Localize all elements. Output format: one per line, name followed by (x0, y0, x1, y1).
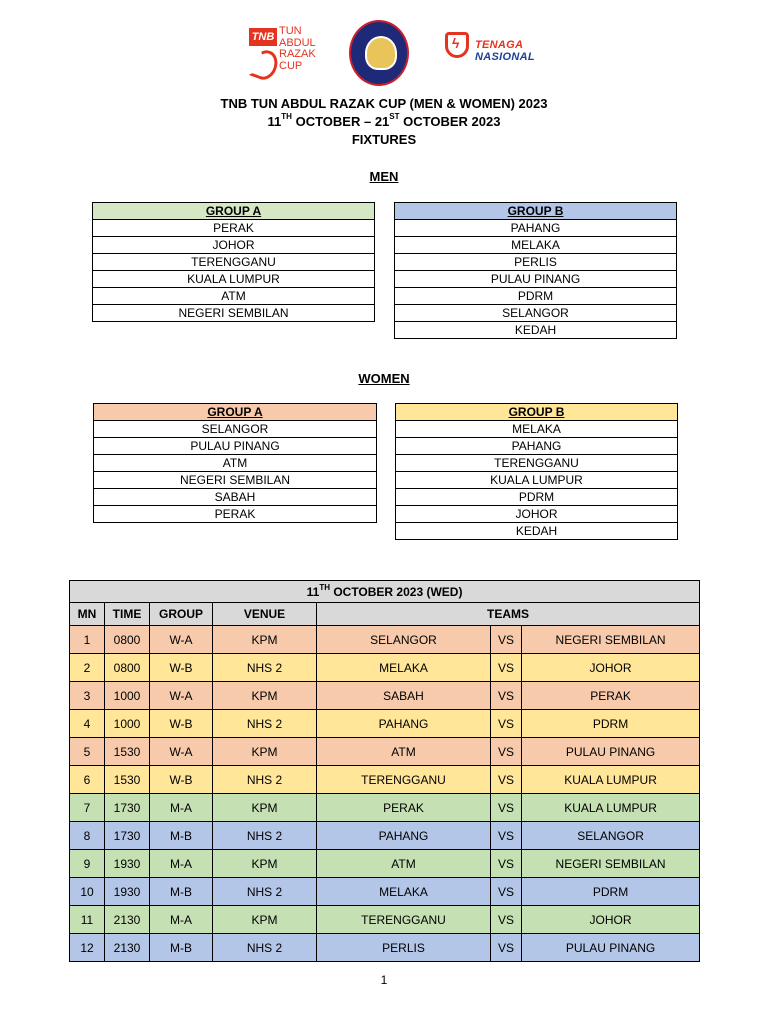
match-time-cell: 2130 (105, 934, 150, 962)
team-cell: NEGERI SEMBILAN (94, 472, 377, 489)
crest-icon (349, 20, 409, 86)
match-vs-cell: VS (491, 710, 522, 738)
team-cell: PAHANG (395, 220, 677, 237)
match-venue-cell: NHS 2 (213, 878, 317, 906)
match-mn-cell: 7 (70, 794, 105, 822)
match-venue-cell: NHS 2 (213, 822, 317, 850)
match-home-cell: PERAK (317, 794, 491, 822)
table-row (70, 626, 700, 654)
women-group-a-table (93, 403, 377, 523)
match-group-cell: W-A (150, 682, 213, 710)
table-row (70, 822, 700, 850)
match-group-cell: M-B (150, 822, 213, 850)
team-cell: ATM (94, 455, 377, 472)
match-time-cell: 1000 (105, 710, 150, 738)
team-cell: TERENGGANU (93, 254, 375, 271)
match-group-cell: M-A (150, 906, 213, 934)
tnb-box: TNB (249, 28, 277, 46)
match-mn-cell: 4 (70, 710, 105, 738)
team-cell: KUALA LUMPUR (396, 472, 678, 489)
women-group-b-table (395, 403, 678, 540)
match-vs-cell: VS (491, 906, 522, 934)
match-time-cell: 0800 (105, 626, 150, 654)
team-cell: KUALA LUMPUR (93, 271, 375, 288)
cup-logo-text: TUN ABDUL RAZAK CUP (279, 25, 316, 72)
match-home-cell: PAHANG (317, 710, 491, 738)
table-row (70, 794, 700, 822)
match-mn-cell: 9 (70, 850, 105, 878)
team-cell: ATM (93, 288, 375, 305)
team-cell: KEDAH (395, 322, 677, 339)
team-cell: KEDAH (396, 523, 678, 540)
match-group-cell: M-A (150, 794, 213, 822)
match-venue-cell: NHS 2 (213, 710, 317, 738)
table-row (70, 766, 700, 794)
page-number: 1 (380, 973, 388, 987)
col-header-mn: MN (70, 603, 105, 626)
women-group-a-header: GROUP A (94, 404, 377, 421)
match-group-cell: M-B (150, 934, 213, 962)
match-group-cell: W-B (150, 654, 213, 682)
team-cell: MELAKA (395, 237, 677, 254)
match-home-cell: PERLIS (317, 934, 491, 962)
match-venue-cell: NHS 2 (213, 766, 317, 794)
match-group-cell: W-B (150, 766, 213, 794)
match-away-cell: PULAU PINANG (522, 738, 700, 766)
match-home-cell: ATM (317, 738, 491, 766)
match-venue-cell: KPM (213, 626, 317, 654)
team-cell: PDRM (396, 489, 678, 506)
match-away-cell: KUALA LUMPUR (522, 794, 700, 822)
match-venue-cell: NHS 2 (213, 934, 317, 962)
match-mn-cell: 6 (70, 766, 105, 794)
bolt-icon: ϟ (452, 35, 460, 51)
men-label: MEN (369, 169, 399, 184)
match-vs-cell: VS (491, 766, 522, 794)
match-venue-cell: KPM (213, 906, 317, 934)
table-row (70, 682, 700, 710)
match-away-cell: JOHOR (522, 906, 700, 934)
col-header-teams: TEAMS (317, 603, 700, 626)
match-time-cell: 0800 (105, 654, 150, 682)
match-home-cell: TERENGGANU (317, 766, 491, 794)
men-group-a-table (92, 202, 375, 322)
team-cell: PERAK (93, 220, 375, 237)
match-away-cell: KUALA LUMPUR (522, 766, 700, 794)
match-away-cell: SELANGOR (522, 822, 700, 850)
match-time-cell: 1530 (105, 766, 150, 794)
match-time-cell: 1530 (105, 738, 150, 766)
men-group-a-header: GROUP A (93, 203, 375, 220)
match-mn-cell: 8 (70, 822, 105, 850)
match-home-cell: SABAH (317, 682, 491, 710)
table-row (70, 710, 700, 738)
match-mn-cell: 12 (70, 934, 105, 962)
table-row (70, 934, 700, 962)
match-vs-cell: VS (491, 626, 522, 654)
tenaga-name: TENAGA NASIONAL (475, 39, 535, 63)
match-home-cell: PAHANG (317, 822, 491, 850)
match-home-cell: TERENGGANU (317, 906, 491, 934)
team-cell: PERLIS (395, 254, 677, 271)
match-venue-cell: NHS 2 (213, 654, 317, 682)
logo-bar (0, 20, 768, 86)
fixtures-date-heading: 11TH OCTOBER 2023 (WED) (70, 581, 700, 603)
match-home-cell: MELAKA (317, 878, 491, 906)
match-away-cell: JOHOR (522, 654, 700, 682)
match-vs-cell: VS (491, 850, 522, 878)
crest-shield-icon (365, 36, 397, 70)
team-cell: PAHANG (396, 438, 678, 455)
team-cell: PERAK (94, 506, 377, 523)
match-vs-cell: VS (491, 822, 522, 850)
match-group-cell: W-A (150, 626, 213, 654)
match-home-cell: ATM (317, 850, 491, 878)
match-vs-cell: VS (491, 934, 522, 962)
table-row (70, 878, 700, 906)
team-cell: PULAU PINANG (94, 438, 377, 455)
date-range: 11TH OCTOBER – 21ST OCTOBER 2023 (267, 112, 501, 129)
women-group-b-header: GROUP B (396, 404, 678, 421)
match-away-cell: PDRM (522, 878, 700, 906)
team-cell: TERENGGANU (396, 455, 678, 472)
document-title: TNB TUN ABDUL RAZAK CUP (MEN & WOMEN) 2023 (220, 96, 548, 111)
match-vs-cell: VS (491, 738, 522, 766)
col-header-group: GROUP (150, 603, 213, 626)
match-away-cell: NEGERI SEMBILAN (522, 850, 700, 878)
match-vs-cell: VS (491, 878, 522, 906)
team-cell: SELANGOR (395, 305, 677, 322)
fixtures-table (69, 580, 700, 962)
match-venue-cell: KPM (213, 850, 317, 878)
table-row (70, 738, 700, 766)
match-home-cell: MELAKA (317, 654, 491, 682)
match-group-cell: W-B (150, 710, 213, 738)
match-mn-cell: 5 (70, 738, 105, 766)
match-vs-cell: VS (491, 682, 522, 710)
match-vs-cell: VS (491, 654, 522, 682)
match-away-cell: PULAU PINANG (522, 934, 700, 962)
table-row (70, 654, 700, 682)
match-away-cell: PDRM (522, 710, 700, 738)
match-away-cell: PERAK (522, 682, 700, 710)
match-mn-cell: 2 (70, 654, 105, 682)
match-group-cell: W-A (150, 738, 213, 766)
match-venue-cell: KPM (213, 682, 317, 710)
match-time-cell: 2130 (105, 906, 150, 934)
match-time-cell: 1930 (105, 850, 150, 878)
men-group-b-header: GROUP B (395, 203, 677, 220)
tnb-cup-logo (249, 26, 329, 76)
team-cell: PDRM (395, 288, 677, 305)
match-group-cell: M-A (150, 850, 213, 878)
match-venue-cell: KPM (213, 794, 317, 822)
table-row (70, 850, 700, 878)
men-group-b-table (394, 202, 677, 339)
match-mn-cell: 10 (70, 878, 105, 906)
tenaga-nasional-logo (445, 32, 545, 72)
team-cell: JOHOR (93, 237, 375, 254)
match-away-cell: NEGERI SEMBILAN (522, 626, 700, 654)
match-time-cell: 1730 (105, 794, 150, 822)
match-mn-cell: 11 (70, 906, 105, 934)
swirl-icon (249, 47, 282, 83)
match-mn-cell: 3 (70, 682, 105, 710)
col-header-venue: VENUE (213, 603, 317, 626)
team-cell: MELAKA (396, 421, 678, 438)
fixtures-body (70, 626, 700, 962)
match-vs-cell: VS (491, 794, 522, 822)
team-cell: NEGERI SEMBILAN (93, 305, 375, 322)
match-mn-cell: 1 (70, 626, 105, 654)
match-time-cell: 1730 (105, 822, 150, 850)
match-home-cell: SELANGOR (317, 626, 491, 654)
col-header-time: TIME (105, 603, 150, 626)
match-time-cell: 1930 (105, 878, 150, 906)
team-cell: SELANGOR (94, 421, 377, 438)
match-group-cell: M-B (150, 878, 213, 906)
women-label: WOMEN (358, 371, 410, 386)
team-cell: PULAU PINANG (395, 271, 677, 288)
match-time-cell: 1000 (105, 682, 150, 710)
document-subtitle: FIXTURES (351, 132, 417, 147)
match-venue-cell: KPM (213, 738, 317, 766)
team-cell: SABAH (94, 489, 377, 506)
team-cell: JOHOR (396, 506, 678, 523)
table-row (70, 906, 700, 934)
